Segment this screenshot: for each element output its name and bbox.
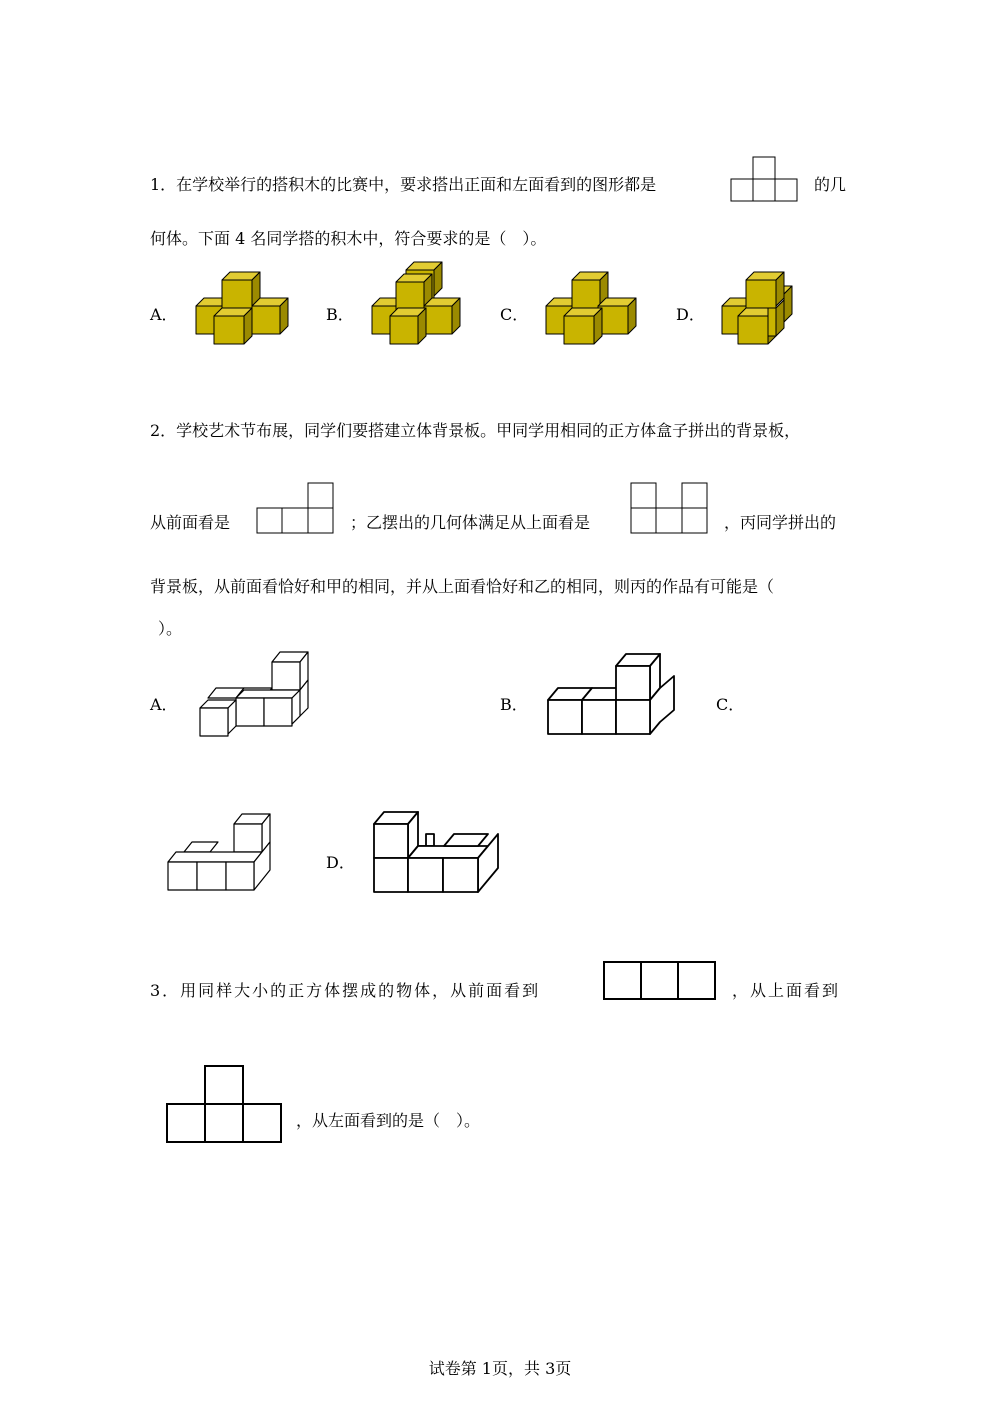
q1-text-line1: 1．在学校举行的搭积木的比赛中，要求搭出正面和左面看到的图形都是 xyxy=(150,175,657,194)
q2-text-line1: 2．学校艺术节布展，同学们要搭建立体背景板。甲同学用相同的正方体盒子拼出的背景板， xyxy=(150,421,801,440)
q2-text-line4: ）。 xyxy=(158,619,183,638)
q1-view-figure xyxy=(730,156,800,204)
q1-option-b-label[interactable]: B． xyxy=(326,305,354,324)
q2-front-view-figure xyxy=(256,482,336,536)
q3-text-line1: 3．用同样大小的正方体摆成的物体，从前面看到 xyxy=(150,981,541,1000)
q2-option-b-label[interactable]: B． xyxy=(500,695,528,714)
q1-option-a-label[interactable]: A． xyxy=(150,305,178,324)
q2-top-view-figure xyxy=(630,482,710,536)
q2-text-line2-b: ；乙摆出的几何体满足从上面看是 xyxy=(350,513,591,532)
q1-option-a-cubes xyxy=(192,268,292,346)
q3-text-line1-end: ，从上面看到 xyxy=(732,981,841,1000)
q2-text-line2-c: ，丙同学拼出的 xyxy=(724,513,837,532)
q2-option-c-cubes xyxy=(164,812,280,894)
q2-option-d-label[interactable]: D． xyxy=(326,853,355,872)
q1-option-c-label[interactable]: C． xyxy=(500,305,529,324)
q2-option-c-label[interactable]: C． xyxy=(716,695,745,714)
q1-option-d-cubes xyxy=(718,268,804,346)
q2-option-a-label[interactable]: A． xyxy=(150,695,178,714)
q1-option-b-cubes xyxy=(368,258,468,344)
q1-text-line2: 何体。下面 4 名同学搭的积木中，符合要求的是（ ）。 xyxy=(150,229,547,248)
page-footer: 试卷第 1页，共 3页 xyxy=(428,1359,572,1378)
q1-text-line1-end: 的几 xyxy=(814,175,847,194)
q1-option-c-cubes xyxy=(542,268,642,346)
q1-option-d-label[interactable]: D． xyxy=(676,305,705,324)
q2-text-line3: 背景板，从前面看恰好和甲的相同，并从上面看恰好和乙的相同，则丙的作品有可能是（ xyxy=(150,577,775,596)
q3-front-view-figure xyxy=(602,960,718,1002)
q2-option-d-cubes xyxy=(370,806,506,896)
q3-text-line2: ，从左面看到的是（ ）。 xyxy=(296,1111,481,1130)
q2-text-line2-a: 从前面看是 xyxy=(150,513,231,532)
q2-option-a-cubes xyxy=(196,650,316,740)
q3-top-view-figure xyxy=(165,1064,285,1146)
q2-option-b-cubes xyxy=(544,652,680,738)
